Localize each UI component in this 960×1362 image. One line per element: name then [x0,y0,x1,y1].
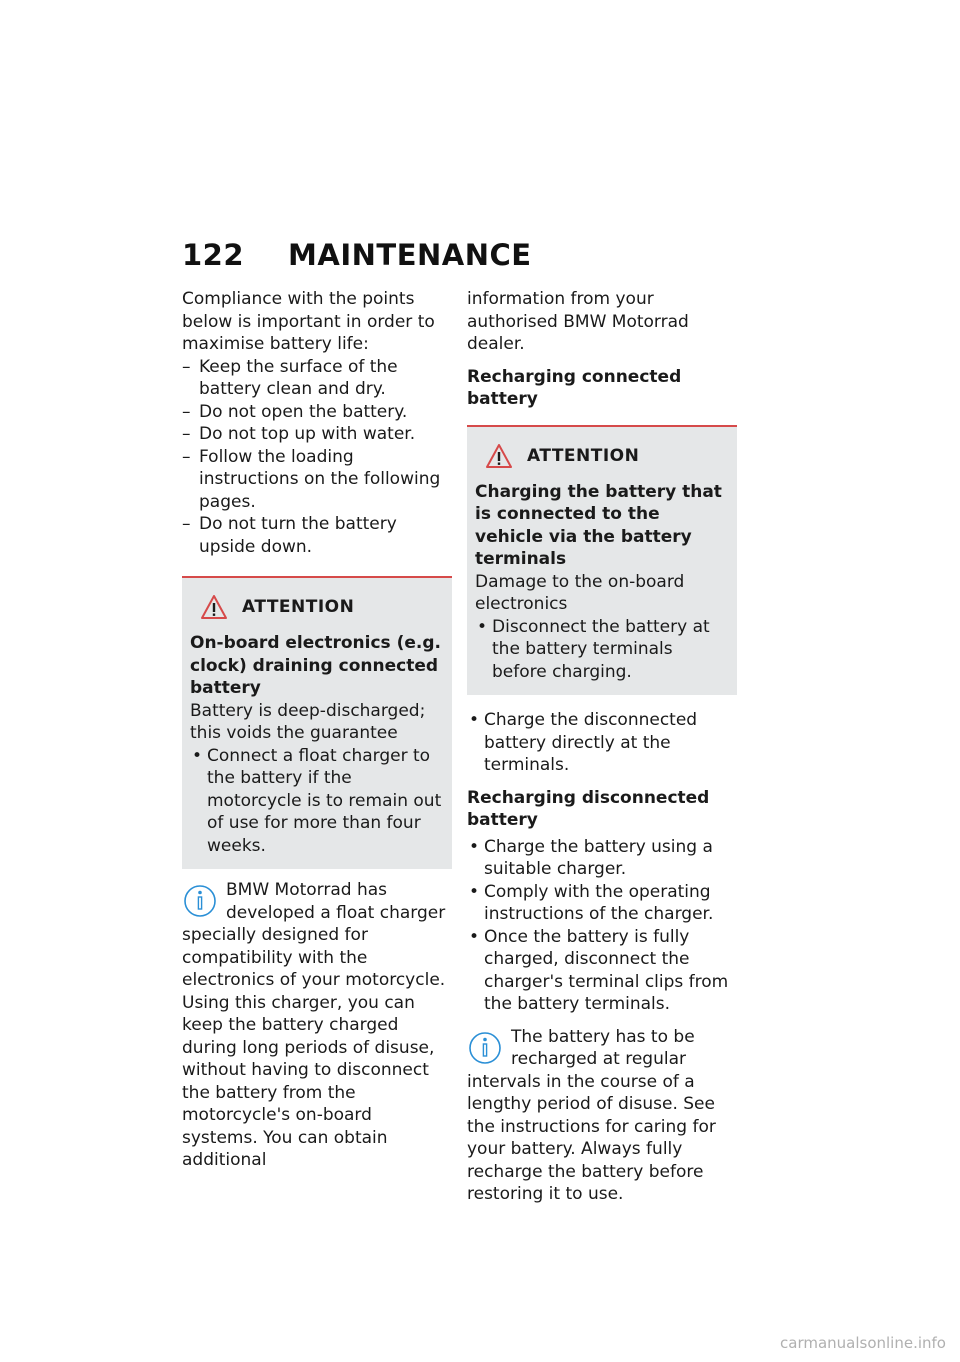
attention-box [467,425,737,696]
attention-heading: Charging the battery that is connected to the vehicle via the battery terminals [475,481,722,569]
attention-title [475,443,729,469]
info-icon [467,1028,503,1068]
list-item: – Follow the loading instructions on the following pages. [182,446,452,514]
list-item: – Do not open the battery. [182,401,452,424]
list-item: • Connect a float charger to the battery if the motorcycle is to remain out of use for more than four weeks. [190,745,444,858]
info-text: BMW Motorrad has developed a float charger specially designed for compatibility with the electronics of your motorcycle. Using this charger, you can keep the battery charged during long periods of disuse, without having to disconnect the battery from the motorcycle's on-board systems. You can obtain additional [182,880,446,1170]
attention-box [182,576,452,869]
section-heading: Recharging connected battery [467,366,682,409]
list-item: • Comply with the operating instructions of the charger. [467,881,737,926]
recharge-steps [467,836,737,1016]
warning-triangle-icon [200,594,228,620]
list-item: • Charge the disconnected battery directly at the terminals. [467,709,737,777]
info-icon [182,881,218,921]
section-title: MAINTENANCE [288,238,532,272]
intro-paragraph: Compliance with the points below is important in order to maximise battery life: [182,289,435,354]
attention-consequence: Damage to the on-board electronics [475,571,685,614]
info-text: The battery has to be recharged at regular intervals in the course of a lengthy period of disuse. See the instructions for caring for your battery. Always fully recharge the battery before restoring it to use. [467,1026,716,1204]
list-item: – Do not turn the battery upside down. [182,513,452,558]
attention-actions [475,616,729,684]
left-column [182,288,452,1172]
attention-consequence: Battery is deep-discharged; this voids the guarantee [190,700,426,743]
attention-label: ATTENTION [527,445,640,466]
care-list [182,356,452,559]
info-note [182,879,452,1172]
right-column [467,288,737,1206]
list-item: • Disconnect the battery at the battery terminals before charging. [475,616,729,684]
list-item: – Keep the surface of the battery clean and dry. [182,356,452,401]
list-item: • Once the battery is fully charged, disconnect the charger's terminal clips from the battery terminals. [467,926,737,1016]
attention-actions [190,745,444,858]
attention-label: ATTENTION [242,597,355,617]
list-item: • Charge the battery using a suitable charger. [467,836,737,881]
page-number: 122 [182,238,245,272]
section-heading: Recharging disconnected battery [467,787,710,830]
page-header [182,238,532,272]
list-item: – Do not top up with water. [182,423,452,446]
charge-list [467,709,737,777]
info-note [467,1026,737,1206]
continuation-paragraph: information from your authorised BMW Motorrad dealer. [467,289,689,354]
watermark: carmanualsonline.info [780,1334,946,1352]
attention-heading: On-board electronics (e.g. clock) draining connected battery [190,633,441,698]
attention-title [190,594,444,620]
warning-triangle-icon [485,443,513,469]
